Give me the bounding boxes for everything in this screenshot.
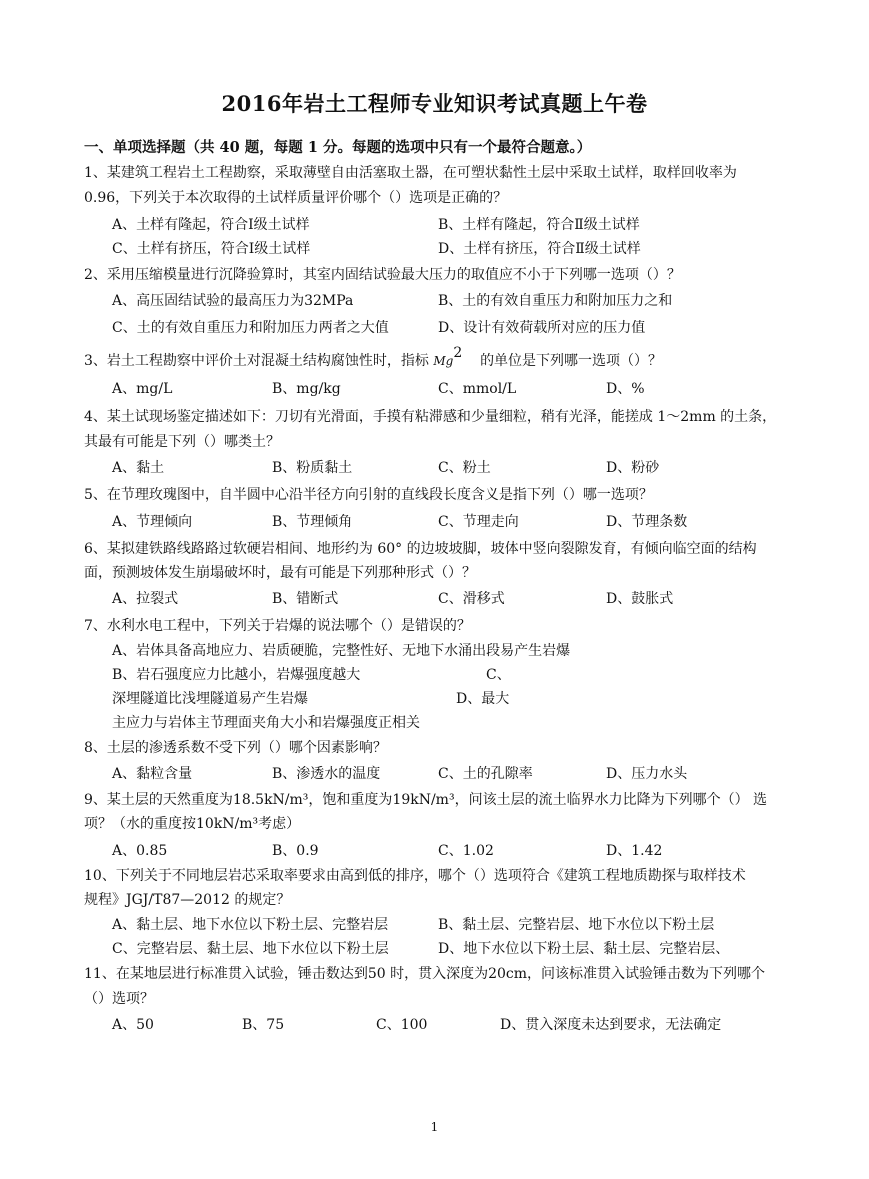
q7-option-c-text: 深埋隧道比浅埋隧道易产生岩爆 — [112, 691, 308, 707]
q9-stem-line1: 9、某土层的天然重度为18.5kN/m³，饱和重度为19kN/m³，问该土层的流土临界水力比降为下列哪个（） 选 — [84, 792, 768, 808]
q2-option-d: D、设计有效荷载所对应的压力值 — [438, 320, 646, 336]
q9-stem-line2: 项？（水的重度按10kN/m³考虑） — [84, 816, 301, 832]
mg-ion-symbol — [433, 345, 463, 368]
q7-option-c-label: C、 — [486, 667, 511, 683]
q5-option-c: C、节理走向 — [438, 514, 519, 530]
q10-stem-line2: 规程》JGJ/T87—2012 的规定？ — [84, 892, 291, 908]
q5-stem: 5、在节理玫瑰图中，自半圆中心沿半径方向引射的直线段长度含义是指下列（）哪一选项？ — [84, 487, 653, 503]
q3-option-a: A、mg/L — [112, 381, 173, 397]
q4-option-d: D、粉砂 — [606, 460, 660, 476]
q11-option-a: A、50 — [112, 1017, 154, 1033]
q1-option-a: A、土样有隆起，符合Ⅰ级土试样 — [112, 217, 310, 233]
page-number: 1 — [430, 1120, 439, 1134]
q6-stem-line1: 6、某拟建铁路线路路过软硬岩相间、地形约为 60° 的边坡坡脚，坡体中竖向裂隙发育，有倾向临空面的结构 — [84, 541, 757, 557]
q6-option-a: A、拉裂式 — [112, 591, 179, 607]
q2-option-a: A、高压固结试验的最高压力为32MPa — [112, 293, 354, 309]
q2-option-c: C、土的有效自重压力和附加压力两者之大值 — [112, 320, 389, 336]
q1-option-b: B、土样有隆起，符合Ⅱ级土试样 — [438, 217, 640, 233]
page-title: 2016年岩土工程师专业知识考试真题上午卷 — [221, 91, 648, 116]
mg-charge: 2 — [453, 345, 463, 361]
q1-option-d: D、土样有挤压，符合Ⅱ级土试样 — [438, 241, 641, 257]
q1-stem-line2: 0.96，下列关于本次取得的土试样质量评价哪个（）选项是正确的？ — [84, 190, 508, 206]
q11-option-b: B、75 — [242, 1017, 285, 1033]
q1-stem-line1: 1、某建筑工程岩土工程勘察，采取薄壁自由活塞取土器，在可塑状黏性土层中采取土试样，取样回收率为 — [84, 165, 737, 181]
q7-stem: 7、水利水电工程中，下列关于岩爆的说法哪个（）是错误的？ — [84, 618, 471, 634]
q10-option-c: C、完整岩层、黏土层、地下水位以下粉土层 — [112, 941, 389, 957]
q5-option-a: A、节理倾向 — [112, 514, 193, 530]
q11-stem-line1: 11、在某地层进行标准贯入试验，锤击数达到50 时，贯入深度为20cm，问该标准贯入试验锤击数为下列哪个 — [84, 966, 766, 982]
q8-option-c: C、土的孔隙率 — [438, 766, 533, 782]
q5-option-d: D、节理条数 — [606, 514, 688, 530]
q7-option-d-text: 主应力与岩体主节理面夹角大小和岩爆强度正相关 — [112, 715, 420, 731]
q11-stem-line2: （）选项？ — [84, 991, 154, 1007]
section-heading: 一、单项选择题（共 40 题，每题 1 分。每题的选项中只有一个最符合题意。） — [84, 139, 592, 156]
q11-option-c: C、100 — [376, 1017, 428, 1033]
q10-option-d: D、地下水位以下粉土层、黏土层、完整岩层、 — [438, 941, 730, 957]
q9-option-c: C、1.02 — [438, 843, 494, 859]
q6-option-c: C、滑移式 — [438, 591, 505, 607]
q2-stem: 2、采用压缩模量进行沉降验算时，其室内固结试验最大压力的取值应不小于下列哪一选项（）？ — [84, 267, 681, 283]
q6-option-d: D、鼓胀式 — [606, 591, 674, 607]
q9-option-d: D、1.42 — [606, 843, 663, 859]
q9-option-b: B、0.9 — [272, 843, 319, 859]
q1-option-c: C、土样有挤压，符合Ⅰ级土试样 — [112, 241, 311, 257]
q7-option-a: A、岩体具备高地应力、岩质硬脆，完整性好、无地下水涌出段易产生岩爆 — [112, 643, 571, 659]
q8-option-a: A、黏粒含量 — [112, 766, 193, 782]
q4-option-c: C、粉土 — [438, 460, 491, 476]
q10-option-a: A、黏土层、地下水位以下粉土层、完整岩层 — [112, 917, 389, 933]
q2-option-b: B、土的有效自重压力和附加压力之和 — [438, 293, 673, 309]
q3-stem — [84, 345, 804, 370]
mg-symbol-text: Mg — [433, 354, 454, 368]
q3-stem-pre: 3、岩土工程勘察中评价土对混凝土结构腐蚀性时，指标 — [84, 353, 429, 369]
q3-stem-post: 的单位是下列哪一选项（）？ — [480, 353, 663, 369]
q9-option-a: A、0.85 — [112, 843, 168, 859]
q5-option-b: B、节理倾角 — [272, 514, 353, 530]
q8-stem: 8、土层的渗透系数不受下列（）哪个因素影响？ — [84, 740, 387, 756]
q3-option-d: D、% — [606, 381, 645, 397]
q6-option-b: B、错断式 — [272, 591, 339, 607]
q3-option-b: B、mg/kg — [272, 381, 341, 397]
q4-option-a: A、黏土 — [112, 460, 165, 476]
q10-option-b: B、黏土层、完整岩层、地下水位以下粉土层 — [438, 917, 715, 933]
q4-stem-line2: 其最有可能是下列（）哪类土？ — [84, 434, 280, 450]
q6-stem-line2: 面，预测坡体发生崩塌破坏时，最有可能是下列那种形式（）？ — [84, 565, 476, 581]
q3-option-c: C、mmol/L — [438, 381, 517, 397]
q4-option-b: B、粉质黏土 — [272, 460, 353, 476]
q8-option-b: B、渗透水的温度 — [272, 766, 381, 782]
q10-stem-line1: 10、下列关于不同地层岩芯采取率要求由高到低的排序，哪个（）选项符合《建筑工程地质勘探与取样技术 — [84, 868, 746, 884]
q4-stem-line1: 4、某土试现场鉴定描述如下：刀切有光滑面，手摸有粘滞感和少量细粒，稍有光泽，能搓成 1～2mm 的土条， — [84, 409, 777, 425]
q11-option-d: D、贯入深度未达到要求，无法确定 — [500, 1017, 722, 1033]
q8-option-d: D、压力水头 — [606, 766, 688, 782]
q7-option-d-label: D、最大 — [456, 691, 510, 707]
q7-option-b: B、岩石强度应力比越小，岩爆强度越大 — [112, 667, 361, 683]
